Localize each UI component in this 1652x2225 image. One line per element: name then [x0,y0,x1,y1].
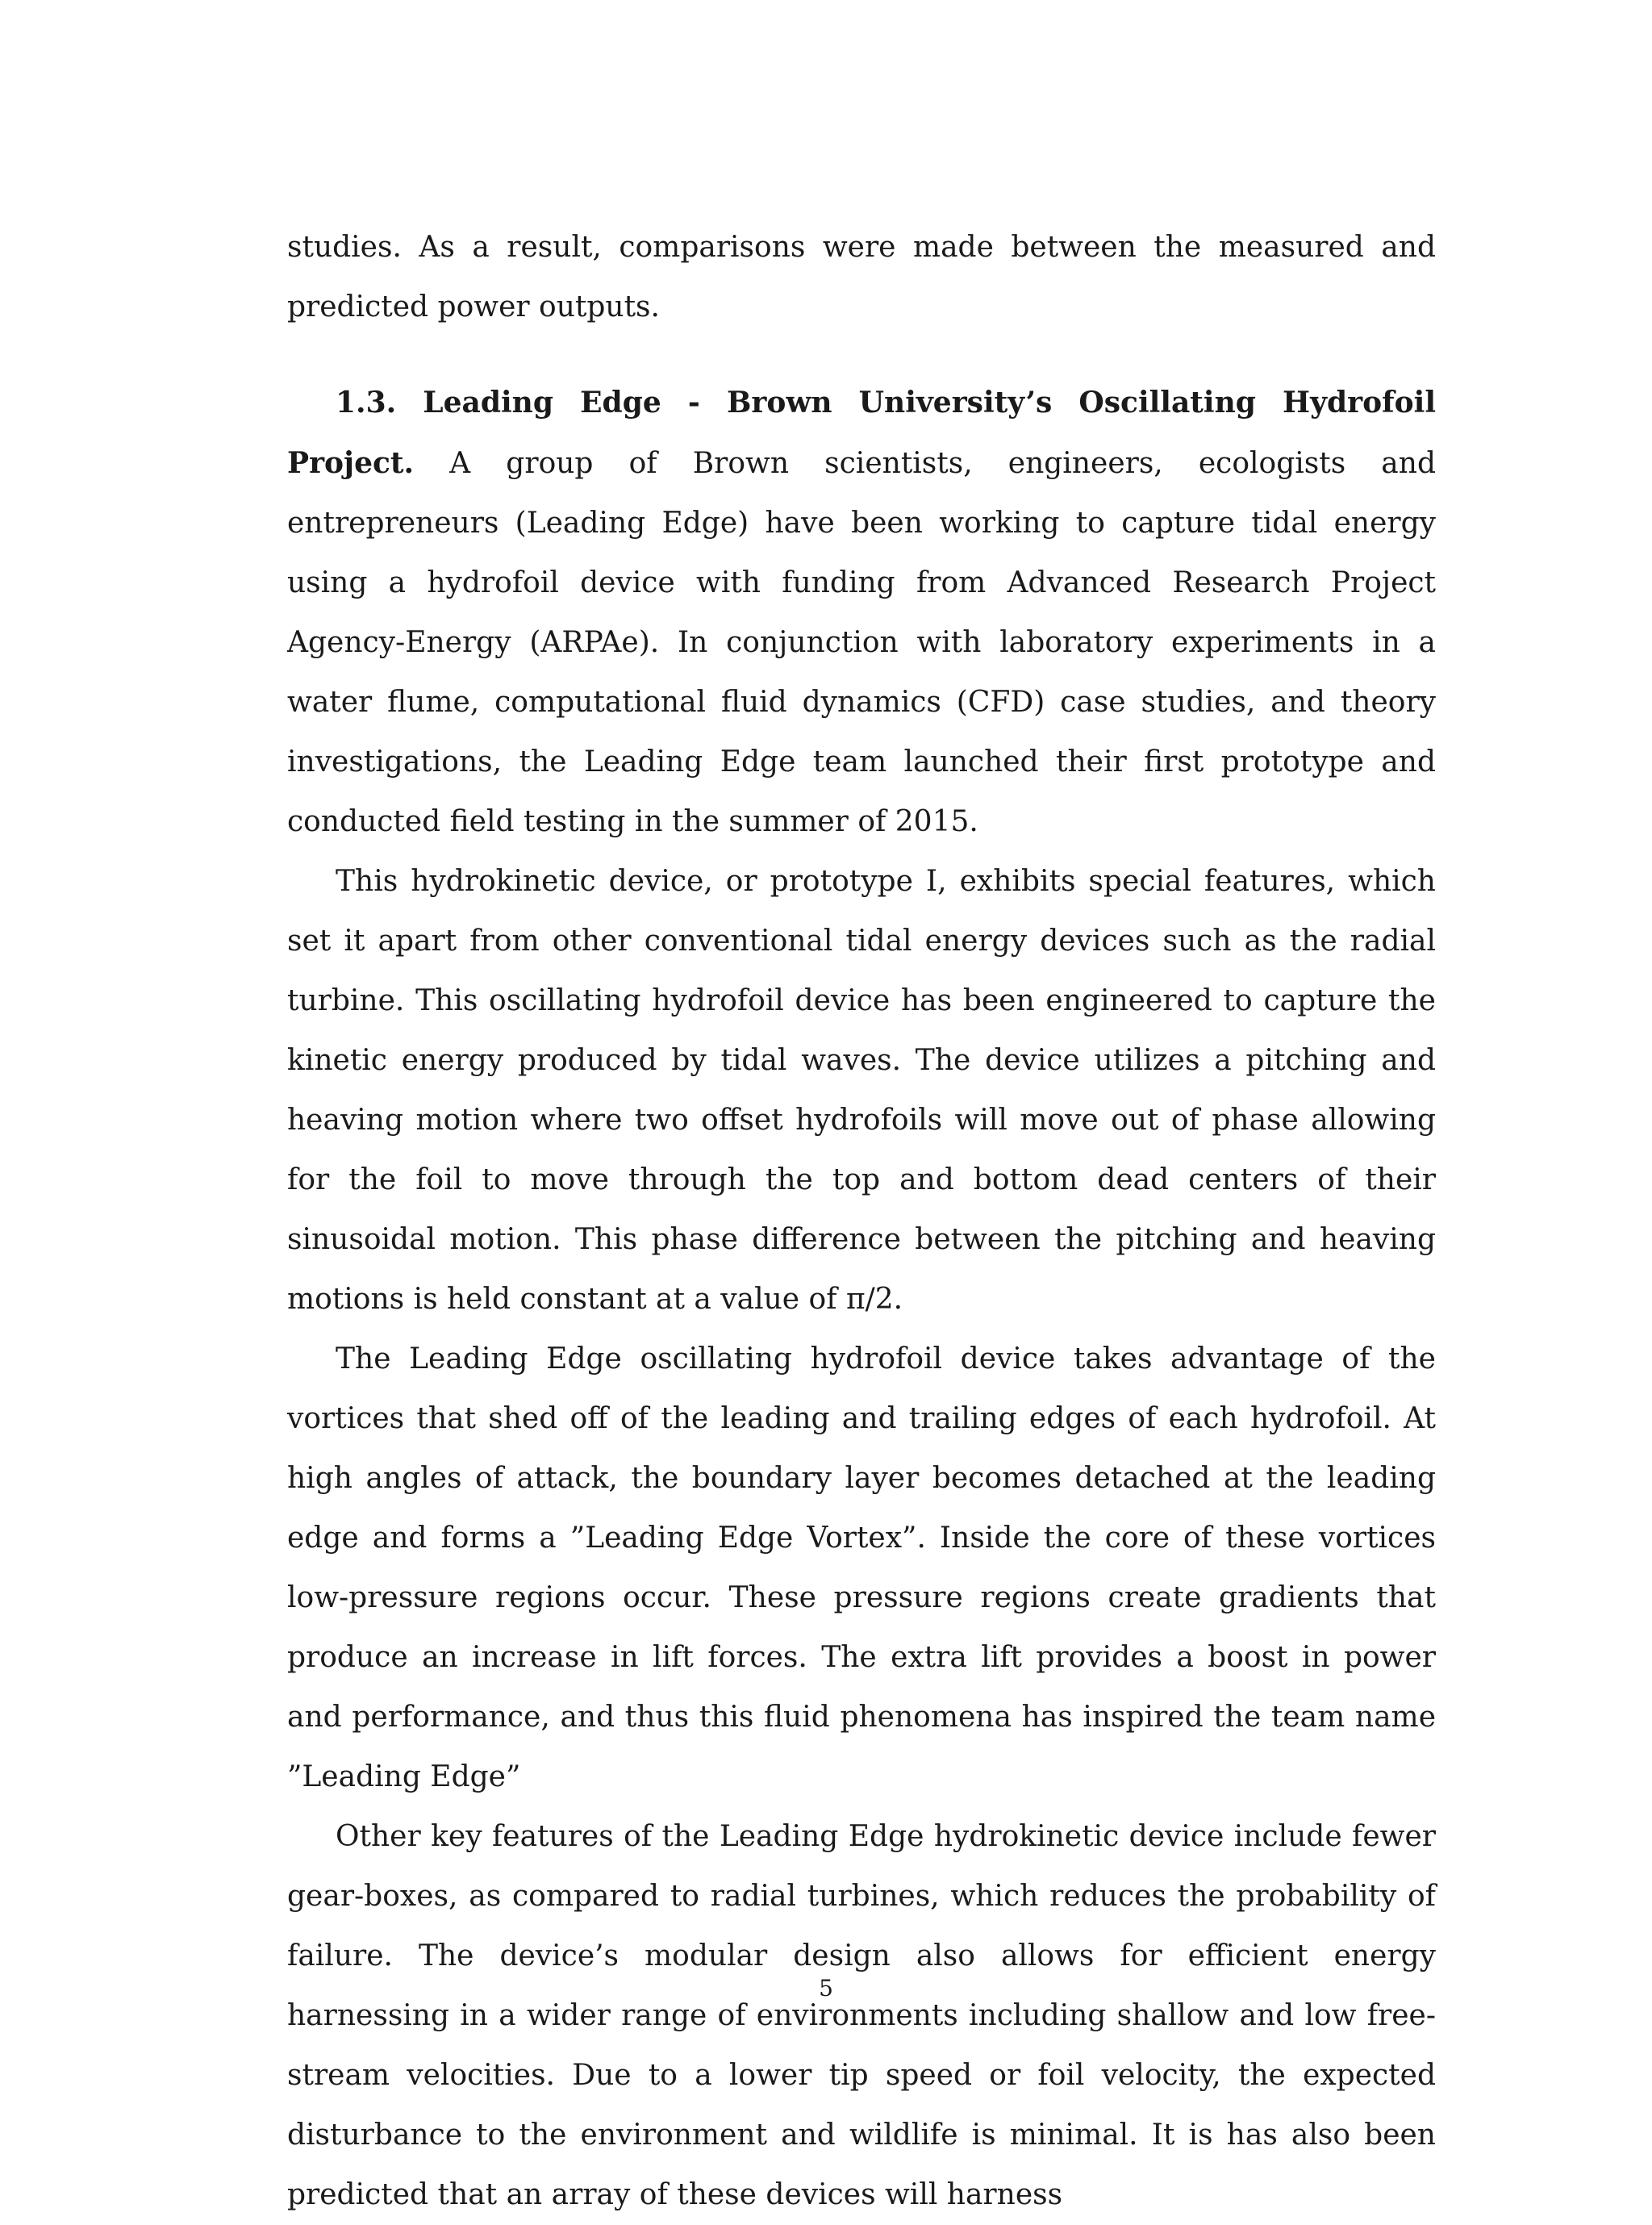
paragraph-continuation: studies. As a result, comparisons were made between the measured and predicted power outputs. [287,231,1436,324]
section-heading: 1.3. Leading Edge - Brown University’s Oscillating Hydrofoil Project. [287,386,1436,480]
section-intro-text: A group of Brown scientists, engineers, ecologists and entrepreneurs (Leading Edge) have been working to capture tidal energy using a hydrofoil device with funding from Advanced Research Project Agency-Energy (ARPAe). In conjunction with laboratory experiments in a water flume, computational fluid dynamics (CFD) case studies, and theory investigations, the Leading Edge team launched their first prototype and conducted field testing in the summer of 2015. [287,447,1436,838]
paragraph-vortices: The Leading Edge oscillating hydrofoil device takes advantage of the vortices that shed off of the leading and trailing edges of each hydrofoil. At high angles of attack, the boundary layer becomes detached at the leading edge and forms a ”Leading Edge Vortex”. Inside the core of these vortices low-pressure regions occur. These pressure regions create gradients that produce an increase in lift forces. The extra lift provides a boost in power and performance, and thus this fluid phenomena has inspired the team name ”Leading Edge” [287,1342,1436,1793]
paragraph-prototype-features: This hydrokinetic device, or prototype I, exhibits special features, which set it apart from other conventional tidal energy devices such as the radial turbine. This oscillating hydrofoil device has been engineered to capture the kinetic energy produced by tidal waves. The device utilizes a pitching and heaving motion where two offset hydrofoils will move out of phase allowing for the foil to move through the top and bottom dead centers of their sinusoidal motion. This phase difference between the pitching and heaving motions is held constant at a value of π/2. [287,865,1436,1316]
section-1-3-paragraph [287,373,1436,852]
page-number: 5 [819,1975,833,2002]
page-body [287,218,1436,2225]
paragraph-key-features: Other key features of the Leading Edge hydrokinetic device include fewer gear-boxes, as compared to radial turbines, which reduces the probability of failure. The device’s modular design also allows for efficient energy harnessing in a wider range of environments including shallow and low free-stream velocities. Due to a lower tip speed or foil velocity, the expected disturbance to the environment and wildlife is minimal. It is has also been predicted that an array of these devices will harness [287,1820,1436,2211]
